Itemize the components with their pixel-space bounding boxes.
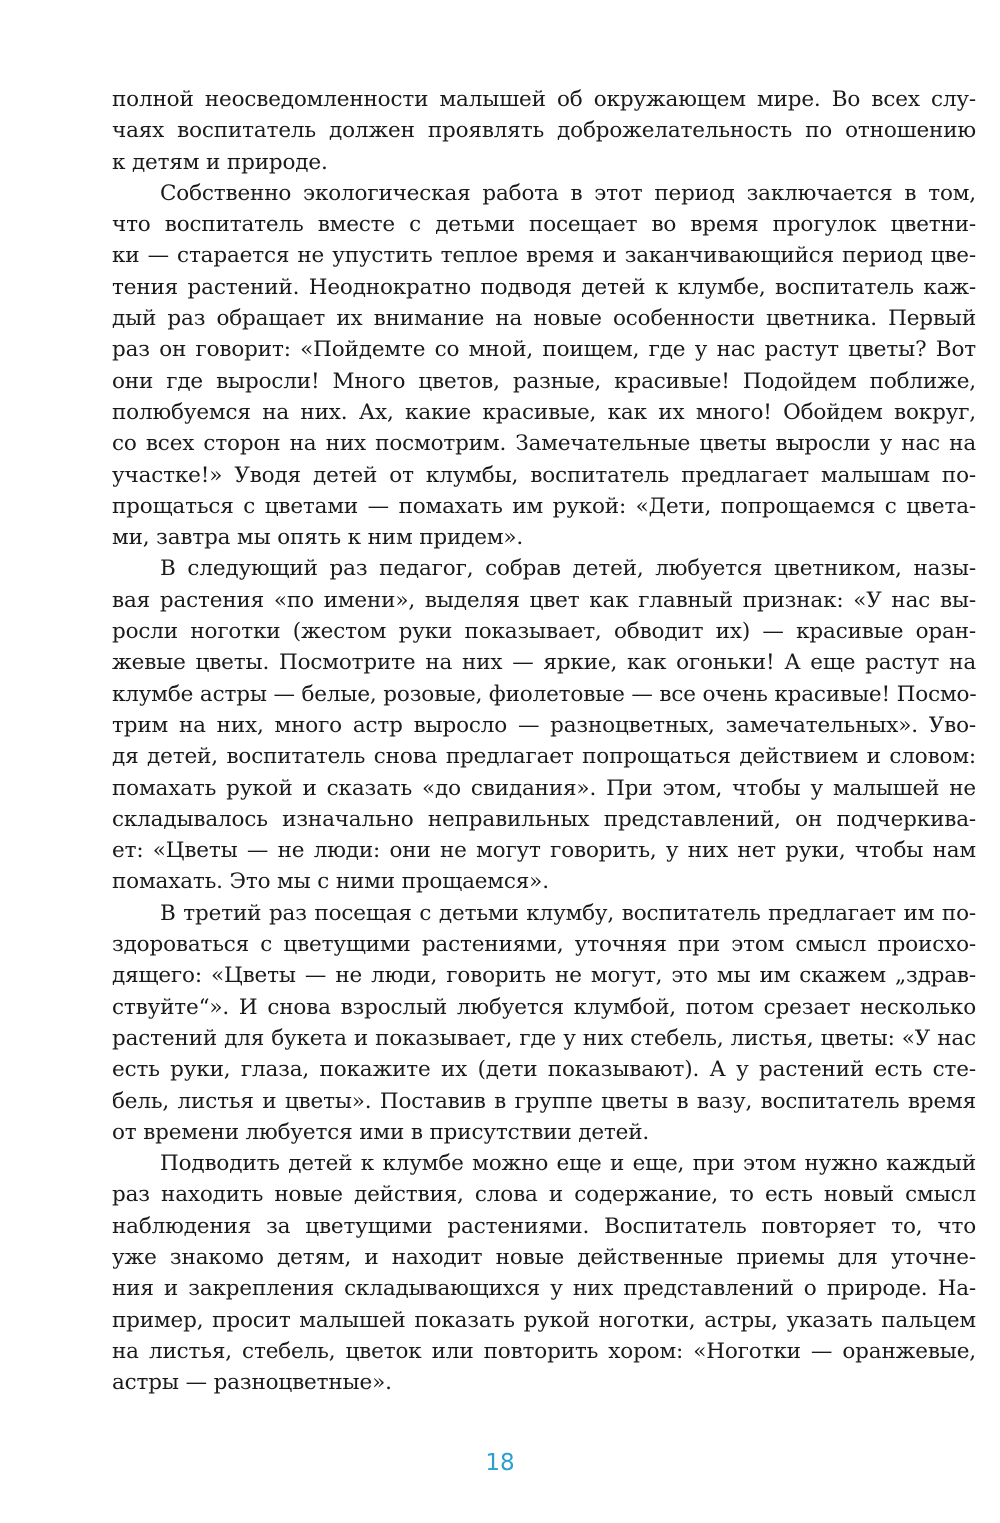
text-line: к детям и природе. xyxy=(112,149,328,175)
text-line: здороваться с цветущими растениями, уточняя при этом смысл происхо- xyxy=(112,932,976,958)
text-line: со всех сторон на них посмотрим. Замечательные цветы выросли у нас на xyxy=(112,431,976,457)
text-line: на листья, стебель, цветок или повторить хором: «Ноготки — оранжевые, xyxy=(112,1338,976,1364)
text-line: дящего: «Цветы — не люди, говорить не могут, это мы им скажем „здрав- xyxy=(112,963,976,989)
text-line: что воспитатель вместе с детьми посещает во время прогулок цветни- xyxy=(112,212,976,238)
text-line: ствуйте“». И снова взрослый любуется клумбой, потом срезает несколько xyxy=(112,994,976,1020)
text-line: трим на них, много астр выросло — разноцветных, замечательных». Уво- xyxy=(112,712,976,738)
text-line: они где выросли! Много цветов, разные, красивые! Подойдем поближе, xyxy=(112,368,976,394)
text-line: растений для букета и показывает, где у них стебель, листья, цветы: «У нас xyxy=(112,1025,976,1051)
text-line: бель, листья и цветы». Поставив в группе цветы в вазу, воспитатель время xyxy=(112,1088,976,1114)
text-line: раз он говорит: «Пойдемте со мной, поищем, где у нас растут цветы? Вот xyxy=(112,337,976,363)
text-line: тения растений. Неоднократно подводя детей к клумбе, воспитатель каж- xyxy=(112,274,976,300)
text-line: ния и закрепления складывающихся у них представлений о природе. На- xyxy=(112,1276,976,1302)
text-line: раз находить новые действия, слова и содержание, то есть новый смысл xyxy=(112,1182,976,1208)
text-line: прощаться с цветами — помахать им рукой: «Дети, попрощаемся с цвета- xyxy=(112,493,976,519)
text-line: полюбуемся на них. Ах, какие красивые, как их много! Обойдем вокруг, xyxy=(112,399,976,425)
text-line: чаях воспитатель должен проявлять доброжелательность по отношению xyxy=(112,118,976,144)
text-line: есть руки, глаза, покажите их (дети показывают). А у растений есть сте- xyxy=(112,1057,976,1083)
text-line: полной неосведомленности малышей об окружающем мире. Во всех слу- xyxy=(112,87,976,112)
text-line: складывалось изначально неправильных представлений, он подчеркива- xyxy=(112,806,976,832)
paragraph xyxy=(112,178,976,554)
paragraph xyxy=(112,898,976,1148)
text-line: дый раз обращает их внимание на новые особенности цветника. Первый xyxy=(112,306,976,332)
text-line: вая растения «по имени», выделяя цвет как главный признак: «У нас вы- xyxy=(112,587,976,613)
paragraph xyxy=(112,84,976,178)
paragraph xyxy=(112,553,976,897)
text-line: дя детей, воспитатель снова предлагает попрощаться действием и словом: xyxy=(112,744,976,770)
text-line: В следующий раз педагог, собрав детей, любуется цветником, назы- xyxy=(160,556,976,582)
text-line: клумбе астры — белые, розовые, фиолетовые — все очень красивые! Посмо- xyxy=(112,681,977,707)
paragraph xyxy=(112,1148,976,1398)
page-number: 18 xyxy=(485,1450,515,1476)
text-line: наблюдения за цветущими растениями. Воспитатель повторяет то, что xyxy=(112,1213,976,1239)
text-line: помахать. Это мы с ними прощаемся». xyxy=(112,869,549,895)
text-line: ки — старается не упустить теплое время и заканчивающийся период цве- xyxy=(112,243,976,269)
text-line: жевые цветы. Посмотрите на них — яркие, как огоньки! А еще растут на xyxy=(112,650,976,676)
page-body xyxy=(112,84,976,1398)
text-line: В третий раз посещая с детьми клумбу, воспитатель предлагает им по- xyxy=(160,900,976,926)
text-line: росли ноготки (жестом руки показывает, обводит их) — красивые оран- xyxy=(112,619,976,645)
text-container xyxy=(112,84,976,1398)
text-line: Собственно экологическая работа в этот период заключается в том, xyxy=(160,180,976,206)
text-line: ет: «Цветы — не люди: они не могут говорить, у них нет руки, чтобы нам xyxy=(112,838,976,864)
text-line: ми, завтра мы опять к ним придем». xyxy=(112,525,524,551)
text-line: уже знакомо детям, и находит новые действенные приемы для уточне- xyxy=(112,1244,976,1270)
text-line: астры — разноцветные». xyxy=(112,1370,392,1396)
text-line: от времени любуется ими в присутствии детей. xyxy=(112,1119,650,1145)
text-line: помахать рукой и сказать «до свидания». При этом, чтобы у малышей не xyxy=(112,775,976,801)
text-line: Подводить детей к клумбе можно еще и еще, при этом нужно каждый xyxy=(160,1151,976,1177)
text-line: пример, просит малышей показать рукой ноготки, астры, указать пальцем xyxy=(112,1307,976,1333)
text-line: участке!» Уводя детей от клумбы, воспитатель предлагает малышам по- xyxy=(112,462,976,488)
